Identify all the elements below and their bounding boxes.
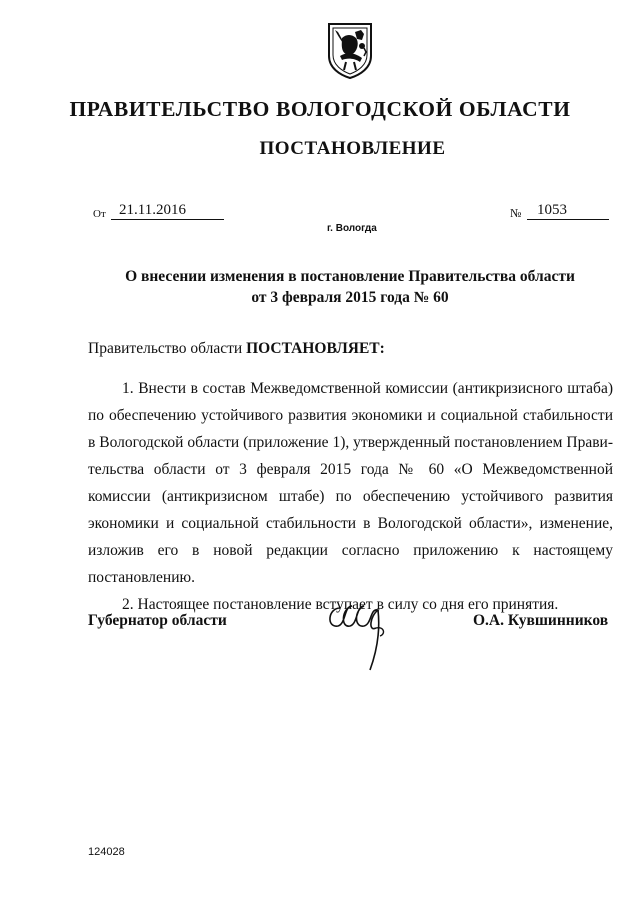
coat-of-arms-icon: [326, 22, 374, 80]
document-subject: [100, 266, 600, 308]
subject-line-1: О внесении изменения в постановление Правительства области: [125, 268, 575, 285]
city-label: г. Вологда: [327, 223, 377, 234]
signer-name: О.А. Кувшинников: [473, 612, 609, 629]
document-code: 124028: [88, 846, 125, 858]
document-body: [88, 375, 613, 618]
document-number: 1053: [527, 202, 609, 220]
preamble: [88, 340, 385, 358]
preamble-emphasis: ПОСТАНОВЛЯЕТ:: [246, 340, 385, 357]
signer-role: Губернатор области: [88, 612, 227, 629]
paragraph-2: 2. Настоящее постановление вступает в силу со дня его принятия.: [122, 596, 559, 613]
date-prefix: От: [93, 208, 106, 220]
subject-line-2: от 3 февраля 2015 года № 60: [251, 289, 449, 306]
number-prefix: №: [510, 206, 522, 220]
paragraph-1: 1. Внести в состав Межведомственной комиссии (антикризисного штаба) по обеспечению устойчивого развития экономики и социальной стабильности в Вологодской области (приложение 1), утвержденный постановлением Правительства области от 3 февраля 2015 года № 60 «О Межведомственной комиссии (антикризисном штабе) по обеспечению устойчивого развития экономики и социальной стабильности в Вологодской области», изменение, изложив его в новой редакции согласно приложению к настоящему постановлению.: [88, 380, 613, 586]
document-type: ПОСТАНОВЛЕНИЕ: [259, 138, 446, 159]
document-date: 21.11.2016: [111, 202, 224, 220]
preamble-text: Правительство области: [88, 340, 247, 357]
government-title: ПРАВИТЕЛЬСТВО ВОЛОГОДСКОЙ ОБЛАСТИ: [69, 97, 571, 121]
handwritten-signature-icon: [318, 598, 398, 674]
